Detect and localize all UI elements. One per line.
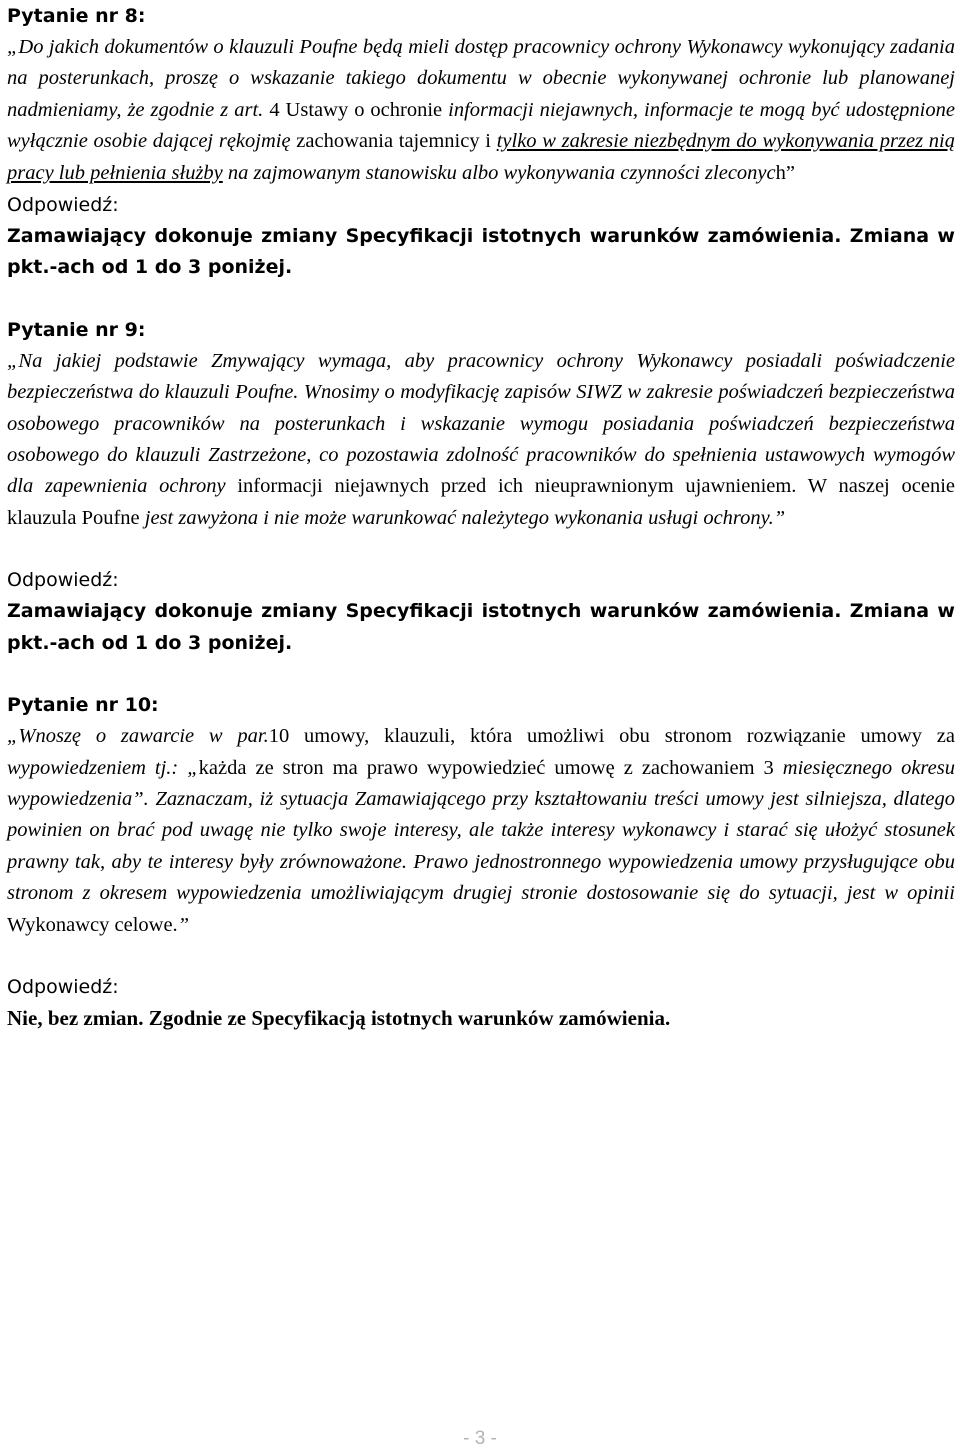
question-8-text-part: „Do jakich dokumentów o klauzuli Poufne będą mieli dostęp pracownicy ochrony Wykonawcy wykonujący zadania na posterunkach, proszę o wskazanie takiego dokumentu w obecnie wykonywanej ochronie lub planowanej nadmieniamy, że zgodnie z art. xyxy=(7,36,955,121)
question-10-text-part: miesięcznego okresu wypowiedzenia”. Zaznaczam, iż sytuacja Zamawiającego przy kształtowaniu treści umowy jest silniejsza, dlatego powinien on brać pod uwagę nie tylko swoje interesy, ale także interesy wykonawcy i starać się ułożyć stosunek prawny tak, aby te interesy były zrównoważone. Prawo jednostronnego wypowiedzenia umowy przysługujące obu stronom z okresem wypowiedzenia umożliwiającym drugiej stronie dostosowanie się do sytuacji, jest w opinii xyxy=(7,756,955,905)
question-8-answer-label: Odpowiedź: xyxy=(7,194,119,217)
question-9-answer: Zamawiający dokonuje zmiany Specyfikacji istotnych warunków zamówienia. Zmiana w pkt.-ach od 1 do 3 poniżej. xyxy=(7,600,955,654)
question-10-text xyxy=(7,721,955,941)
question-10-text-part: Wykonawcy celowe. xyxy=(7,913,178,936)
question-10-text-part: wypowiedzeniem tj.: „ xyxy=(7,756,199,779)
question-8-text-part: 4 Ustawy o ochronie xyxy=(269,98,449,121)
question-8-heading: Pytanie nr 8: xyxy=(7,5,146,27)
question-8-answer: Zamawiający dokonuje zmiany Specyfikacji istotnych warunków zamówienia. Zmiana w pkt.-ach od 1 do 3 poniżej. xyxy=(7,225,955,279)
question-9-heading: Pytanie nr 9: xyxy=(7,318,146,341)
question-8 xyxy=(7,0,955,284)
question-9 xyxy=(7,314,955,659)
question-10-text-part: ” xyxy=(177,913,190,936)
question-10-text-part: 10 umowy, klauzuli, która umożliwi obu stronom rozwiązanie umowy za xyxy=(268,725,955,748)
spacer xyxy=(7,659,955,689)
spacer xyxy=(7,941,955,971)
page-number: - 3 - xyxy=(463,1428,497,1449)
question-9-text-part: „Na jakiej podstawie Zmywający wymaga, aby pracownicy ochrony Wykonawcy posiadali poświadczenie bezpieczeństwa do klauzuli Poufne. Wnosimy o modyfikację zapisów SIWZ w zakresie poświadczeń bezpieczeństwa osobowego pracowników na posterunkach i wskazanie wymogu posiadania poświadczeń bezpieczeństwa osobowego do klauzuli Zastrzeżone, co pozostawia zdolność pracowników do spełnienia ustawowych wymogów dla zapewnienia ochrony xyxy=(7,349,955,498)
document-page xyxy=(7,0,955,1034)
question-8-text-part: zachowania tajemnicy i xyxy=(296,130,497,153)
question-8-text xyxy=(7,32,955,189)
question-8-text-part: h” xyxy=(775,161,795,184)
question-9-text xyxy=(7,346,955,534)
question-10-answer: Nie, bez zmian. Zgodnie ze Specyfikacją istotnych warunków zamówienia. xyxy=(7,1005,671,1030)
question-10-text-part: każda ze stron ma prawo wypowiedzieć umowę z zachowaniem 3 xyxy=(198,756,783,779)
question-10-text-part: „Wnoszę o zawarcie w par. xyxy=(7,725,269,748)
question-8-underlined-text: tylko w zakresie niezbędnym do wykonywania przez nią pracy lub pełnienia służby xyxy=(7,130,955,184)
spacer xyxy=(7,284,955,314)
question-9-answer-label: Odpowiedź: xyxy=(7,569,119,592)
question-10 xyxy=(7,689,955,1034)
question-8-text-part: informacji niejawnych, informacje te mogą być udostępnione wyłącznie osobie dającej rękojmię xyxy=(7,98,955,153)
question-9-text-part: jest zawyżona i nie może warunkować należytego wykonania usługi ochrony.” xyxy=(144,506,786,529)
question-8-text-part: na zajmowanym stanowisku albo wykonywania czynności zleconyc xyxy=(222,161,776,184)
question-10-answer-label: Odpowiedź: xyxy=(7,975,119,998)
question-10-heading: Pytanie nr 10: xyxy=(7,694,159,717)
question-9-text-part: informacji niejawnych przed ich nieuprawnionym ujawnieniem. W naszej ocenie klauzula Poufne xyxy=(7,475,955,529)
spacer xyxy=(7,534,955,564)
